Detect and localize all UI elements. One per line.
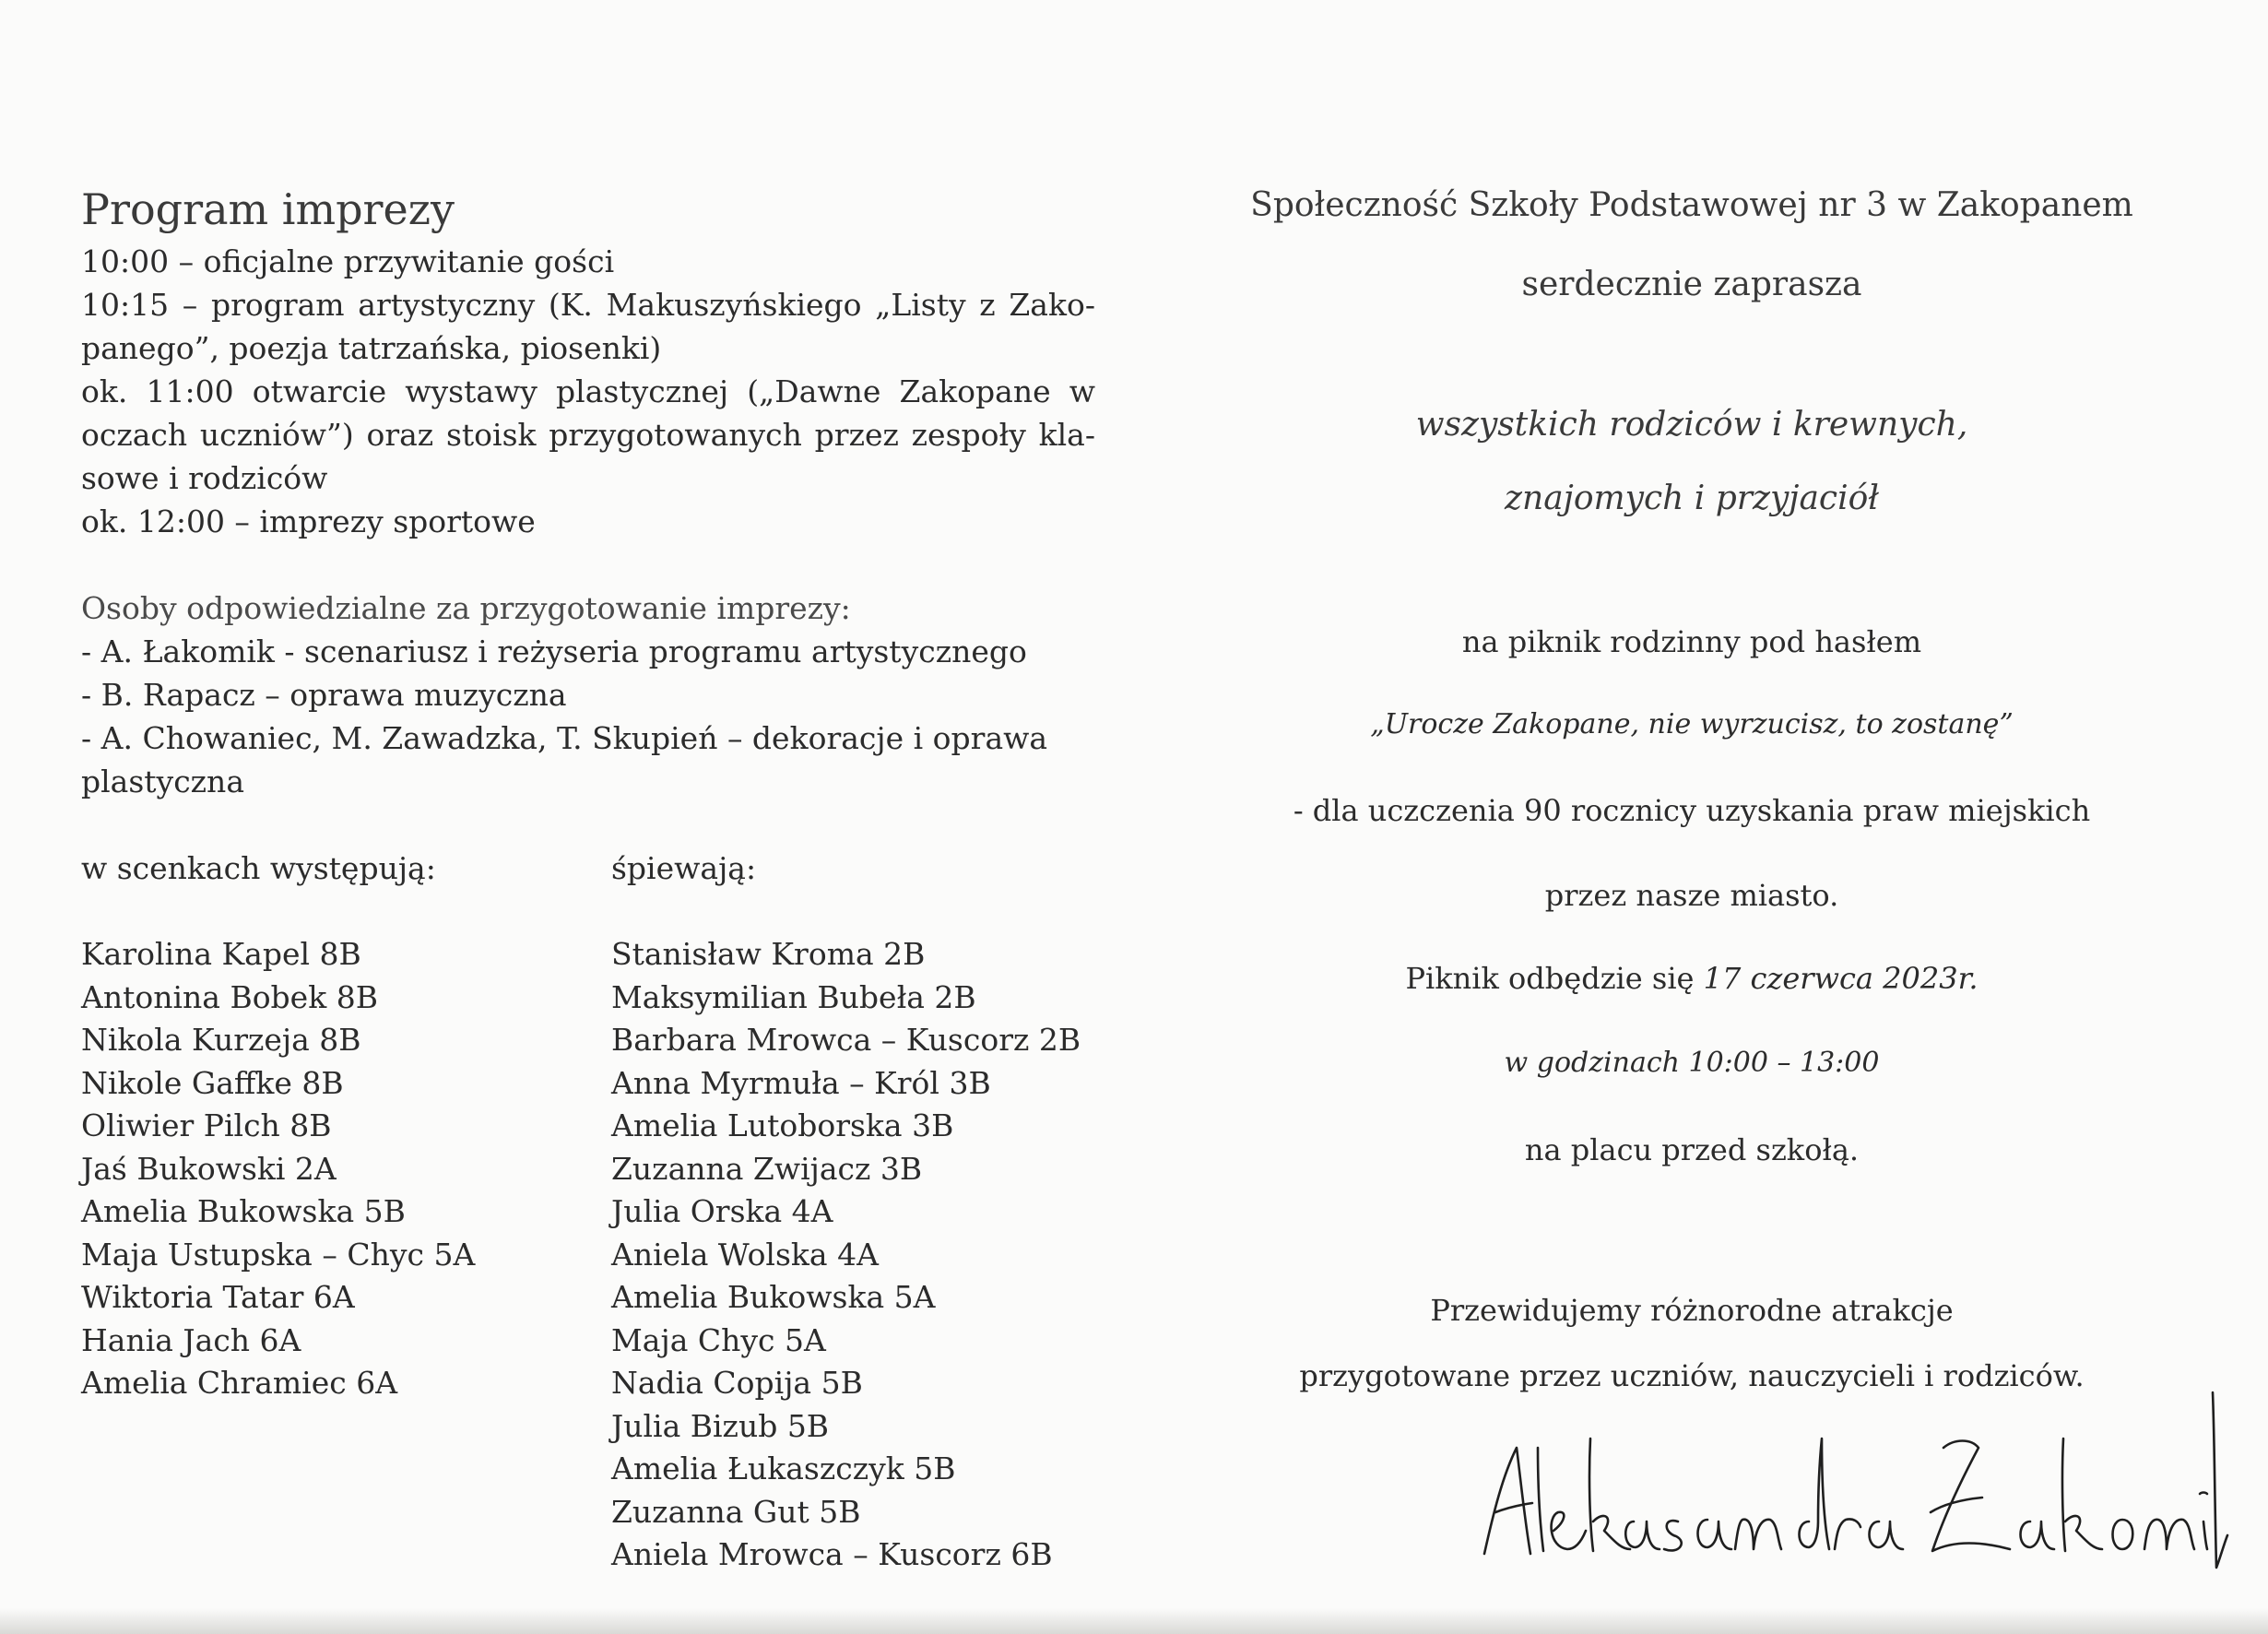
list-item: Wiktoria Tatar 6A (81, 1279, 355, 1315)
singers-heading: śpiewają: (611, 850, 757, 886)
invitation-event: na piknik rodzinny pod hasłem (1461, 624, 1922, 659)
program-title: Program imprezy (81, 184, 455, 234)
list-item: Aniela Wolska 4A (611, 1236, 879, 1273)
invitation-guests-line-1: wszystkich rodziców i krewnych, (1415, 406, 1968, 444)
list-item: Zuzanna Gut 5B (611, 1493, 861, 1530)
list-item: Maksymilian Bubeła 2B (611, 978, 976, 1015)
list-item: Stanisław Kroma 2B (611, 936, 926, 972)
list-item: Barbara Mrowca – Kuscorz 2B (611, 1022, 1081, 1058)
responsible-heading: Osoby odpowiedzialne za przygotowanie imprezy: (81, 590, 851, 626)
program-section (81, 184, 1095, 803)
list-item: Maja Chyc 5A (611, 1321, 826, 1358)
list-item: Zuzanna Zwijacz 3B (611, 1150, 923, 1187)
responsible-line: - A. Chowaniec, M. Zawadzka, T. Skupień – dekoracje i oprawa (81, 720, 1048, 756)
list-item: Julia Orska 4A (611, 1193, 833, 1229)
list-item: Amelia Bukowska 5A (611, 1279, 936, 1315)
invitation-hours: w godzinach 10:00 – 13:00 (1504, 1047, 1880, 1079)
event-date: 17 czerwca 2023r. (1703, 961, 1979, 996)
list-item: Amelia Chramiec 6A (81, 1365, 398, 1401)
invitation-date-line (1171, 961, 2213, 996)
list-item: Karolina Kapel 8B (81, 936, 361, 972)
list-item: Maja Ustupska – Chyc 5A (81, 1236, 476, 1273)
handwritten-signature (1466, 1383, 2231, 1577)
responsible-line: - A. Łakomik - scenariusz i reżyseria programu artystycznego (81, 633, 1027, 669)
program-line: ok. 12:00 – imprezy sportowe (81, 503, 536, 539)
page-edge-shadow (0, 1608, 2268, 1634)
program-line: sowe i rodziców (81, 460, 328, 496)
list-item: Amelia Lutoborska 3B (611, 1107, 954, 1143)
singers-list (611, 847, 1081, 1577)
list-item: Aniela Mrowca – Kuscorz 6B (611, 1536, 1053, 1572)
list-item: Nadia Copija 5B (611, 1365, 863, 1401)
list-item: Julia Bizub 5B (611, 1407, 830, 1444)
program-line: oczach uczniów”) oraz stoisk przygotowanych przez zespoły kla- (81, 417, 1095, 453)
actors-list (81, 847, 475, 1405)
responsible-line: plastyczna (81, 764, 244, 799)
invitation-host: Społeczność Szkoły Podstawowej nr 3 w Zakopanem (1250, 186, 2133, 224)
invitation-attractions-line-1: Przewidujemy różnorodne atrakcje (1430, 1293, 1954, 1328)
responsible-line: - B. Rapacz – oprawa muzyczna (81, 677, 567, 713)
list-item: Oliwier Pilch 8B (81, 1107, 332, 1143)
list-item: Amelia Łukaszczyk 5B (611, 1450, 956, 1486)
list-item: Amelia Bukowska 5B (81, 1193, 406, 1229)
invitation-invites: serdecznie zaprasza (1521, 266, 1862, 303)
invitation-purpose-line-2: przez nasze miasto. (1544, 878, 1839, 913)
date-prefix: Piknik odbędzie się (1405, 961, 1704, 996)
list-item: Anna Myrmuła – Król 3B (611, 1064, 991, 1101)
list-item: Nikola Kurzeja 8B (81, 1022, 361, 1058)
invitation-attractions-line-2: przygotowane przez uczniów, nauczycieli i rodziców. (1299, 1358, 2085, 1393)
program-line: 10:00 – oficjalne przywitanie gości (81, 243, 615, 279)
invitation-purpose-line-1: - dla uczczenia 90 rocznicy uzyskania praw miejskich (1293, 793, 2091, 828)
program-line: ok. 11:00 otwarcie wystawy plastycznej („Dawne Zakopane w (81, 373, 1095, 409)
program-line: 10:15 – program artystyczny (K. Makuszyńskiego „Listy z Zako- (81, 287, 1095, 323)
invitation-place: na placu przed szkołą. (1524, 1132, 1860, 1167)
list-item: Jaś Bukowski 2A (81, 1150, 337, 1187)
program-line: panego”, poezja tatrzańska, piosenki) (81, 330, 662, 366)
list-item: Hania Jach 6A (81, 1321, 301, 1358)
actors-heading: w scenkach występują: (81, 850, 436, 886)
invitation-motto: „Urocze Zakopane, nie wyrzucisz, to zostanę” (1370, 708, 2014, 740)
list-item: Nikole Gaffke 8B (81, 1064, 344, 1101)
list-item: Antonina Bobek 8B (81, 978, 378, 1015)
invitation-guests-line-2: znajomych i przyjaciół (1505, 480, 1879, 517)
